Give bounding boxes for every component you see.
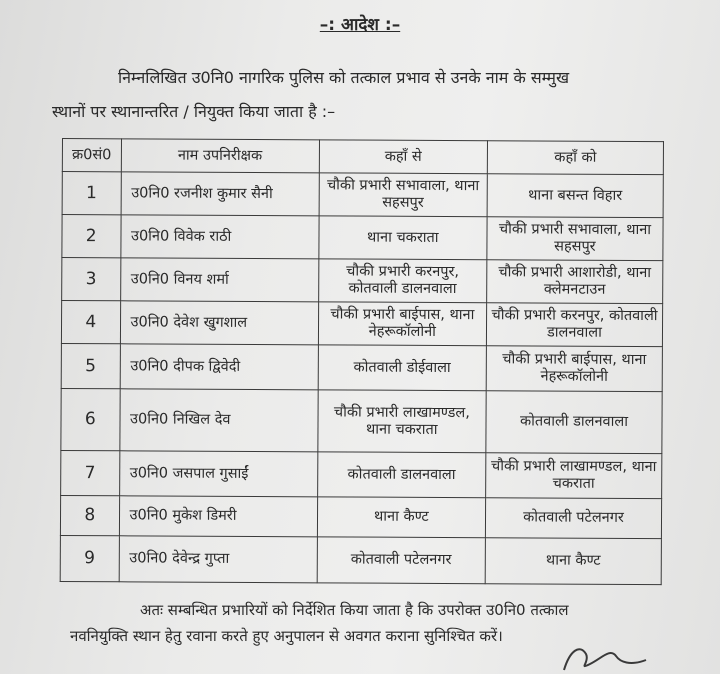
- cell-serial: 7: [61, 450, 120, 495]
- cell-to: चौकी प्रभारी सभावाला, थाना सहसपुर: [487, 217, 663, 261]
- table-row: [61, 301, 662, 347]
- header-name: नाम उपनिरीक्षक: [121, 139, 319, 173]
- table-row: [60, 535, 661, 584]
- cell-to: थाना कैण्ट: [485, 538, 661, 585]
- cell-serial: 4: [61, 301, 120, 344]
- cell-name: उ0नि0 रजनीश कुमार सैनी: [121, 172, 319, 216]
- cell-to: चौकी प्रभारी करनपुर, कोतवाली डालनवाला: [486, 303, 662, 347]
- cell-from: चौकी प्रभारी करनपुर, कोतवाली डालनवाला: [318, 259, 486, 303]
- cell-to: चौकी प्रभारी लाखामण्डल, थाना चकराता: [486, 453, 662, 499]
- cell-from: कोतवाली पटेलनगर: [317, 537, 485, 584]
- order-heading: –: आदेश :–: [319, 15, 401, 35]
- cell-name: उ0नि0 जसपाल गुसाईं: [119, 451, 317, 497]
- cell-from: थाना कैण्ट: [317, 497, 485, 538]
- cell-name: उ0नि0 विनय शर्मा: [120, 258, 318, 302]
- cell-from: चौकी प्रभारी सभावाला, थाना सहसपुर: [319, 173, 487, 217]
- cell-serial: 2: [62, 215, 121, 258]
- table-row: [62, 215, 663, 261]
- header-from: कहाँ से: [319, 140, 487, 174]
- cell-name: उ0नि0 निखिल देव: [119, 389, 317, 452]
- cell-to: चौकी प्रभारी बाईपास, थाना नेहरूकॉलोनी: [486, 346, 662, 392]
- table-header-row: [62, 139, 663, 175]
- table-row: [61, 450, 662, 498]
- cell-serial: 6: [61, 388, 120, 450]
- cell-from: कोतवाली डोईवाला: [318, 345, 486, 391]
- closing-line-1: अतः सम्बन्धित प्रभारियों को निर्देशित किया जाता है कि उपरोक्त उ0नि0 तत्काल: [140, 601, 569, 619]
- cell-from: चौकी प्रभारी लाखामण्डल, थाना चकराता: [318, 390, 487, 453]
- table-row: [62, 172, 663, 218]
- cell-name: उ0नि0 विवेक राठी: [120, 215, 318, 259]
- intro-line-1: निम्नलिखित उ0नि0 नागरिक पुलिस को तत्काल प्रभाव से उनके नाम के सम्मुख: [118, 68, 570, 87]
- cell-name: उ0नि0 दीपक द्विवेदी: [120, 344, 318, 390]
- cell-serial: 1: [62, 172, 121, 215]
- cell-name: उ0नि0 देवेन्द्र गुप्ता: [119, 536, 317, 583]
- cell-serial: 5: [61, 343, 120, 388]
- table-row: [61, 343, 662, 391]
- cell-name: उ0नि0 देवेश खुगशाल: [120, 301, 318, 345]
- header-to: कहाँ को: [487, 141, 663, 175]
- cell-from: थाना चकराता: [319, 216, 487, 260]
- cell-to: थाना बसन्त विहार: [487, 174, 663, 218]
- table-row: [60, 495, 661, 538]
- closing-line-2: नवनियुक्ति स्थान हेतु रवाना करते हुए अनुपालन से अवगत कराना सुनिश्चित करें।: [70, 627, 503, 645]
- cell-serial: 8: [60, 495, 119, 535]
- intro-line-2: स्थानों पर स्थानान्तरित / नियुक्त किया जाता है :–: [52, 102, 336, 121]
- cell-to: चौकी प्रभारी आशारोडी, थाना क्लेमनटाउन: [487, 260, 663, 304]
- cell-from: चौकी प्रभारी बाईपास, थाना नेहरूकॉलोनी: [318, 302, 486, 346]
- cell-name: उ0नि0 मुकेश डिमरी: [119, 496, 317, 537]
- cell-to: कोतवाली पटेलनगर: [485, 498, 661, 539]
- cell-serial: 3: [62, 258, 121, 301]
- cell-to: कोतवाली डालनवाला: [486, 391, 662, 454]
- cell-from: कोतवाली डालनवाला: [317, 452, 485, 498]
- transfer-table: [60, 138, 664, 585]
- table-row: [62, 258, 663, 304]
- table-row: [61, 388, 662, 453]
- header-serial: क्र0सं0: [62, 139, 121, 172]
- signature-icon: [560, 640, 650, 674]
- cell-serial: 9: [60, 535, 119, 581]
